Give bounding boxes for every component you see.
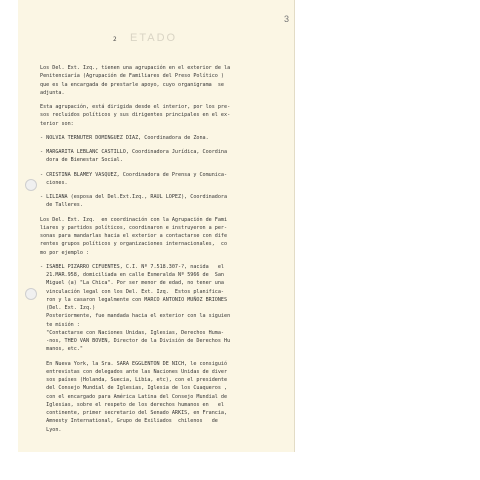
text-line: - MARGARITA LEBLANC CASTILLO, Coordinadora Jurídica, Coordina [40, 149, 228, 155]
punch-hole-top [25, 179, 37, 191]
text-line: sos recluidos políticos y sus dirigentes principales en el ex- [40, 112, 231, 119]
text-line: sonas para mandarlas hacia el exterior a contactarse con dife [40, 233, 228, 239]
text-line: 21.MAR.958, domiciliada en calle Esmeralda Nº 5966 de San [40, 272, 225, 278]
paragraph [40, 134, 284, 142]
text-line: - CRISTINA BLAMEY VASQUEZ, Coordinadora de Prensa y Comunica- [40, 171, 228, 178]
faded-stamp: ETADO [130, 32, 178, 44]
text-line: Los Del. Ext. Izq. en coordinación con la Agrupación de Fami [40, 216, 228, 223]
paragraph [40, 360, 284, 434]
text-line: ron y la casaron legalmente con MARCO ANTONIO MUÑOZ BRIONES [40, 296, 228, 303]
paragraph [40, 103, 284, 128]
text-line: Posteriormente, fue mandada hacia el exterior con la siguien [40, 313, 231, 320]
text-line: continente, primer secretario del Senado ARKIS, en Francia, [40, 410, 228, 416]
document-body [40, 64, 284, 434]
text-line: ciones. [40, 179, 68, 186]
text-line: Iglesias, sobre el respeto de los derechos humanos en el [40, 401, 225, 408]
paragraph [40, 64, 284, 97]
text-line: te misión : [40, 321, 80, 328]
text-line: liares y partidos políticos, coordinaron e instruyeron a per- [40, 224, 228, 231]
text-line: sos países (Holanda, Suecia, Libia, etc), con el presidente [40, 377, 228, 383]
paragraph [40, 193, 284, 210]
text-line: - LILIANA (esposa del Del.Ext.Izq., RAUL LOPEZ), Coordinadora [40, 194, 228, 200]
text-line: Penitenciaría (Agrupación de Familiares del Preso Político ) [40, 73, 225, 80]
text-line: Amnesty International, Grupo de Exiliados chilenos de [40, 418, 218, 425]
text-line: del Consejo Mundial de Iglesias, Iglesia de los Cuaqueros , [40, 385, 228, 392]
text-line: (Del. Ext. Izq.) [40, 305, 96, 311]
text-line: Esta agrupación, está dirigida desde el interior, por los pre- [40, 104, 231, 110]
text-line: -nos, THEO VAN BOVEN, Director de la División de Derechos Hu [40, 338, 231, 344]
punch-hole-bottom [25, 288, 37, 300]
text-line: adjunta. [40, 89, 65, 96]
text-line: de Talleres. [40, 202, 83, 209]
text-line: - NOLVIA TERNUTER DOMINGUEZ DIAZ, Coordinadora de Zona. [40, 134, 209, 141]
text-line: rentes grupos políticos y organizaciones internacionales, co [40, 241, 228, 248]
paragraph [40, 263, 284, 354]
text-line: En Nueva York, la Sra. SARA EGGLENTON DE NICH, le consiguió [40, 360, 228, 367]
paragraph [40, 171, 284, 188]
paragraph [40, 148, 284, 165]
corner-page-number: 3 [284, 14, 290, 24]
page-number: 2 [113, 36, 117, 43]
text-line: terior son: [40, 120, 74, 127]
paragraph [40, 216, 284, 257]
text-line: Miguel (a) "La Chica". Por ser menor de edad, no tener una [40, 280, 225, 287]
text-line: - ISABEL PIZARRO CIFUENTES, C.I. Nº 7.518.307-?, nacida el [40, 263, 225, 270]
text-line: Lyon. [40, 426, 62, 433]
text-line: "Contactarse con Naciones Unidas, Iglesias, Derechos Huma- [40, 329, 225, 336]
text-line: vinculación legal con los Del. Ext. Izq. Estos planifica- [40, 288, 225, 295]
text-line: con el encargado para América Latina del Consejo Mundial de [40, 393, 228, 400]
text-line: dora de Bienestar Social. [40, 157, 123, 164]
text-line: manos, etc." [40, 346, 83, 353]
text-line: entrevistas con delegados ante las Naciones Unidas de diver [40, 368, 228, 375]
text-line: Los Del. Ext. Izq., tienen una agrupación en el exterior de la [40, 65, 231, 71]
text-line: que es la encargada de prestarle apoyo, cuyo organigrama se [40, 81, 225, 88]
text-line: mo por ejemplo : [40, 249, 90, 256]
